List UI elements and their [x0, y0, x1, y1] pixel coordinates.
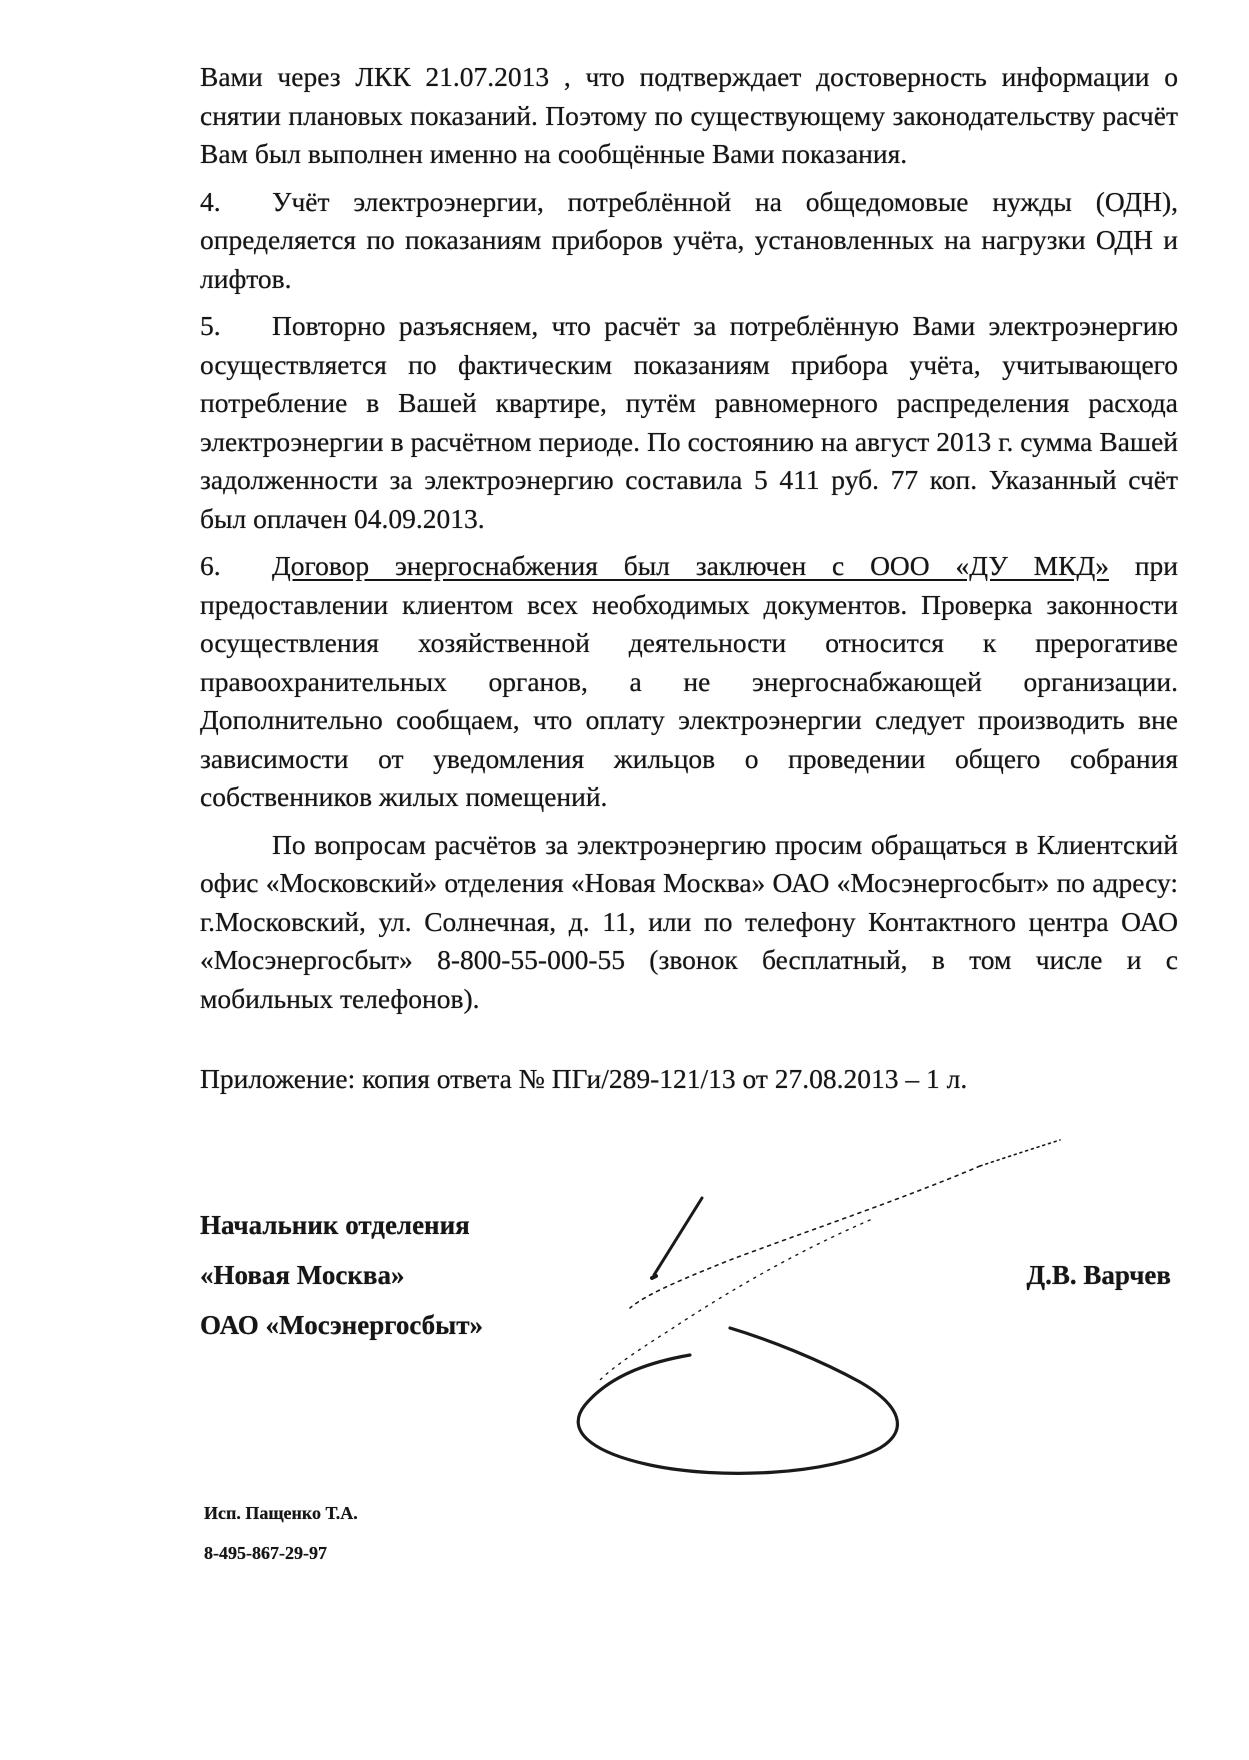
paragraph-4-number: 4.	[200, 185, 221, 217]
paragraph-6-underlined-text: Договор энергоснабжения был заключен с ООО «ДУ МКД»	[272, 550, 1109, 581]
signatory-title-block	[200, 1200, 483, 1350]
paragraph-6-text: при предоставлении клиентом всех необходимых документов. Проверка законности осуществления хозяйственной деятельности относится к прерогативе правоохранительных органов, а не энергоснабжающей организации. Дополнительно сообщаем, что оплату электроэнергии следует производить вне зависимости от уведомления жильцов о проведении общего собрания собственников жилых помещений.	[200, 550, 1179, 812]
paragraph-5-number: 5.	[200, 310, 221, 341]
executor-block	[204, 1493, 358, 1573]
paragraph-5-text: Повторно разъясняем, что расчёт за потреблённую Вами электроэнергию осуществляется по фактическим показаниям прибора учёта, учитывающего потребление в Вашей квартире, путём равномерного распределения расхода электроэнергии в расчётном периоде. По состоянию на август 2013 г. сумма Вашей задолженности за электроэнергию составила 5 411 руб. 77 коп. Указанный счёт был оплачен 04.09.2013.	[200, 310, 1178, 534]
paragraph-continuation: Вами через ЛКК 21.07.2013 , что подтверждает достоверность информации о снятии плановых показаний. Поэтому по существующему законодательству расчёт Вам был выполнен именно на сообщённые Вами показания.	[200, 61, 1178, 169]
signatory-name: Д.В. Варчев	[1026, 1260, 1171, 1290]
executor-phone: 8-495-867-29-97	[204, 1543, 327, 1563]
paragraph-4	[200, 183, 1178, 299]
paragraph-contacts: По вопросам расчётов за электроэнергию просим обращаться в Клиентский офис «Московский» отделения «Новая Москва» ОАО «Мосэнергосбыт» по адресу: г.Московский, ул. Солнечная, д. 11, или по телефону Контактного центра ОАО «Мосэнергосбыт» 8-800-55-000-55 (звонок бесплатный, в том числе и с мобильных телефонов).	[200, 828, 1178, 1014]
attachment-line: Приложение: копия ответа № ПГи/289-121/13 от 27.08.2013 – 1 л.	[200, 1063, 968, 1094]
letter-body	[200, 58, 1178, 1027]
signatory-department: «Новая Москва»	[200, 1260, 405, 1290]
signatory-organization: ОАО «Мосэнергосбыт»	[200, 1310, 483, 1340]
handwritten-signature	[570, 1130, 1130, 1490]
executor-name: Исп. Пащенко Т.А.	[204, 1503, 358, 1523]
paragraph-4-text: Учёт электроэнергии, потреблённой на общедомовые нужды (ОДН), определяется по показаниям приборов учёта, установленных на нагрузки ОДН и лифтов.	[200, 185, 1178, 294]
paragraph-6	[200, 547, 1178, 817]
paragraph-5	[200, 307, 1178, 538]
signatory-position: Начальник отделения	[200, 1210, 470, 1240]
paragraph-6-number: 6.	[200, 550, 221, 581]
